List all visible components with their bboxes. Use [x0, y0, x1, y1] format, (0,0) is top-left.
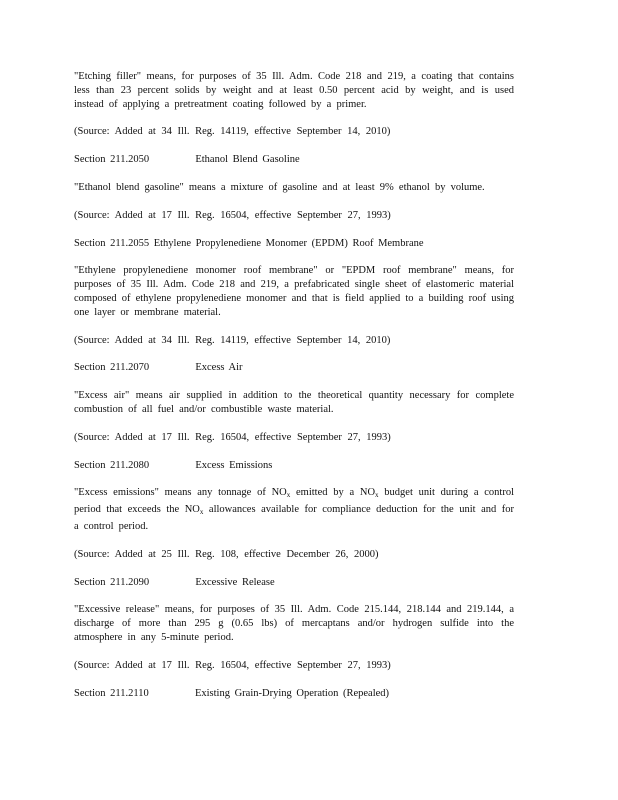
source-note: (Source: Added at 17 Ill. Reg. 16504, effective September 27, 1993): [74, 431, 391, 443]
document-page: [74, 70, 514, 714]
section-heading-211-2070: Section 211.2070 Excess Air: [74, 362, 243, 374]
definition-epdm-roof-membrane: "Ethylene propylenediene monomer roof membrane" or "EPDM roof membrane" means, for purposes of 35 Ill. Adm. Code 218 and 219, a prefabricated single sheet of elastomeric material composed of ethylene propylenediene monomer and that is field applied to a building roof using one layer or membrane material.: [74, 265, 514, 318]
section-heading-211-2080: Section 211.2080 Excess Emissions: [74, 459, 273, 471]
definition-excess-air: "Excess air" means air supplied in addition to the theoretical quantity necessary for complete combustion of all fuel and/or combustible waste material.: [74, 390, 514, 415]
source-note: (Source: Added at 34 Ill. Reg. 14119, effective September 14, 2010): [74, 126, 391, 138]
section-heading-211-2055: Section 211.2055 Ethylene Propylenediene Monomer (EPDM) Roof Membrane: [74, 237, 424, 249]
definition-excessive-release: "Excessive release" means, for purposes of 35 Ill. Adm. Code 215.144, 218.144 and 219.144, a discharge of more than 295 g (0.65 lbs) of mercaptans and/or hydrogen sulfide into the atmosphere in any 5-minute period.: [74, 604, 514, 643]
source-note: (Source: Added at 17 Ill. Reg. 16504, effective September 27, 1993): [74, 209, 391, 221]
definition-ethanol-blend-gasoline: "Ethanol blend gasoline" means a mixture of gasoline and at least 9% ethanol by volume.: [74, 181, 485, 193]
definition-excess-emissions: "Excess emissions" means any tonnage of $NO_x$ emitted by a $NO_x$ budget unit during a control period that exceeds the $NO_x$ allowances available for compliance deduction for the unit and for a control period.: [74, 487, 515, 532]
source-note: (Source: Added at 25 Ill. Reg. 108, effective December 26, 2000): [74, 548, 379, 560]
section-heading-211-2050: Section 211.2050 Ethanol Blend Gasoline: [74, 154, 300, 166]
source-note: (Source: Added at 17 Ill. Reg. 16504, effective September 27, 1993): [74, 659, 391, 671]
source-note: (Source: Added at 34 Ill. Reg. 14119, effective September 14, 2010): [74, 334, 391, 346]
section-heading-211-2090: Section 211.2090 Excessive Release: [74, 576, 275, 588]
section-heading-211-2110: Section 211.2110 Existing Grain-Drying Operation (Repealed): [74, 687, 390, 699]
definition-etching-filler: "Etching filler" means, for purposes of 35 Ill. Adm. Code 218 and 219, a coating that contains less than 23 percent solids by weight and at least 0.50 percent acid by weight, and is used instead of applying a pretreatment coating followed by a primer.: [74, 71, 514, 110]
